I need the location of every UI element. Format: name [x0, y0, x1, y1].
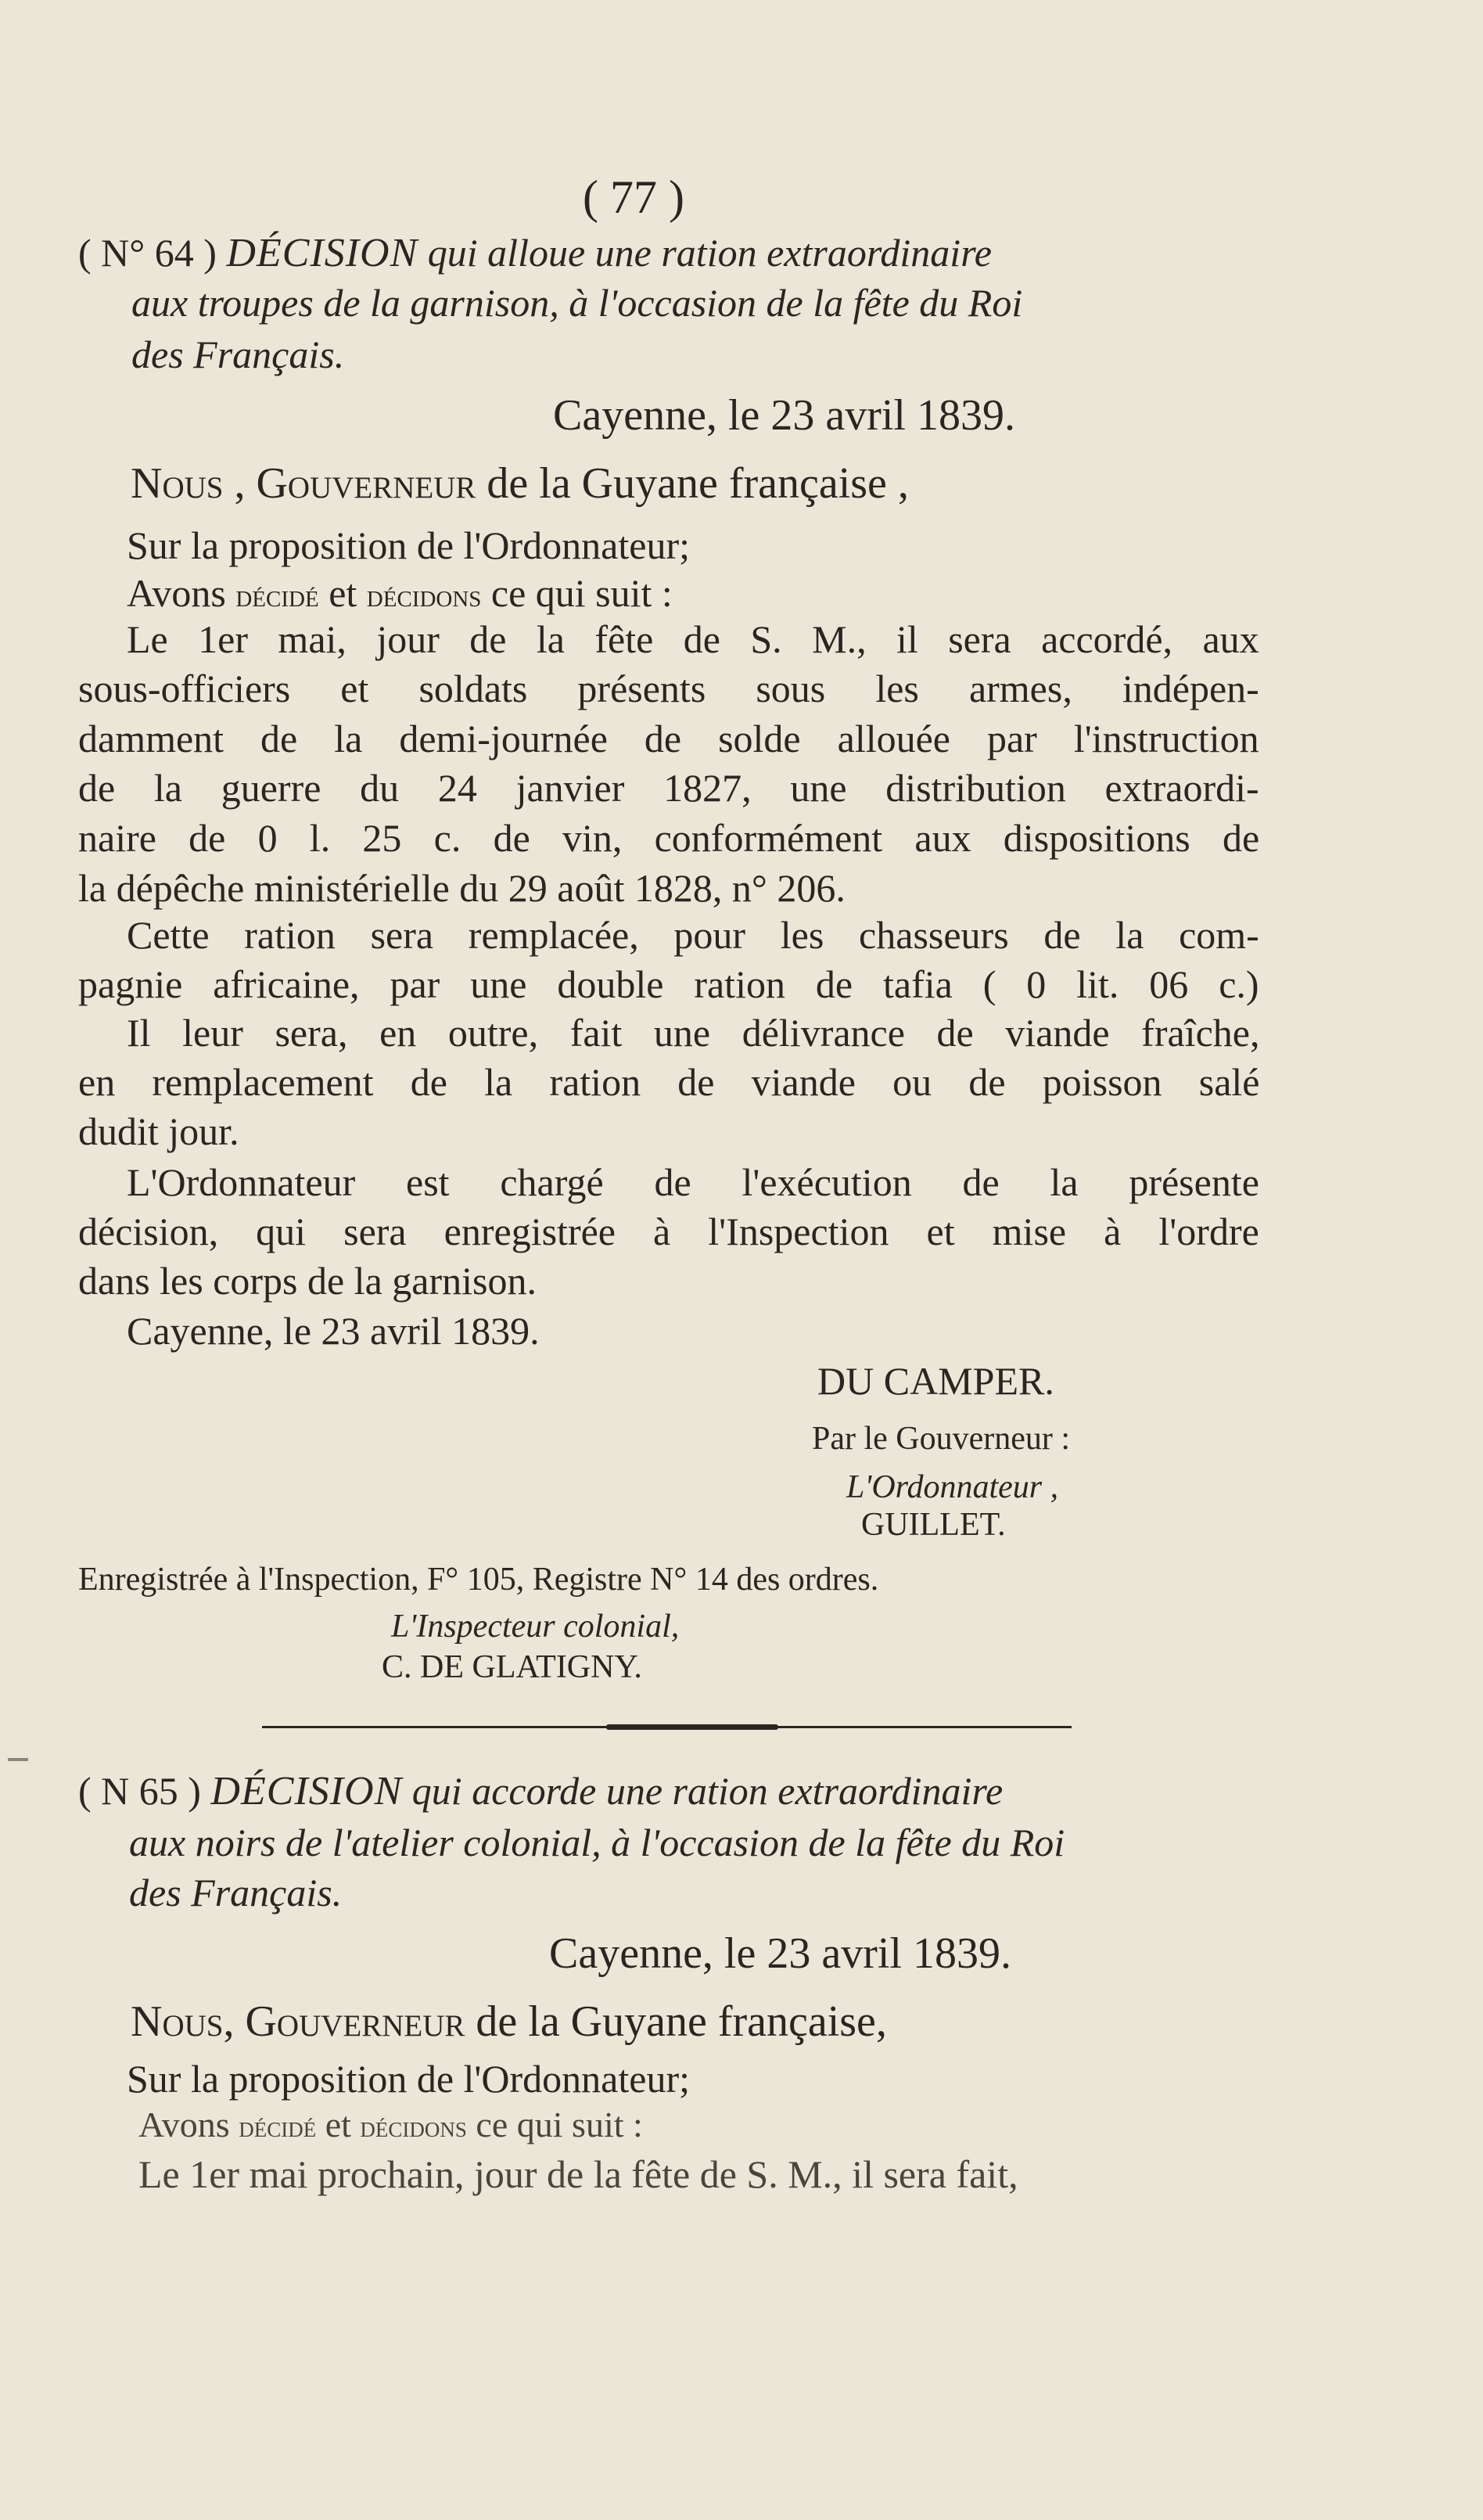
decision-64-body-line-13: décision, qui sera enregistrée à l'Inspection et mise à l'ordre — [78, 1210, 1259, 1253]
paper-speck — [8, 1758, 28, 1761]
decision-64-heading-line-2: aux troupes de la garnison, à l'occasion de la fête du Roi — [131, 281, 1023, 325]
decision-64-proposition: Sur la proposition de l'Ordonnateur; — [127, 523, 690, 567]
decision-64-body-line-5: naire de 0 l. 25 c. de vin, conformément aux dispositions de — [78, 816, 1260, 860]
inspecteur-title: L'Inspecteur colonial, — [391, 1609, 680, 1645]
ce-qui-suit: ce qui suit : — [476, 2105, 643, 2144]
decision-64-date: Cayenne, le 23 avril 1839. — [553, 391, 1015, 440]
decision-64-heading-line-3: des Français. — [131, 333, 345, 376]
decision-64-heading-line-1 — [78, 233, 992, 274]
decision-64-body-line-3: damment de la demi-journée de solde allouée par l'instruction — [78, 717, 1259, 760]
par-le-gouverneur: Par le Gouverneur : — [812, 1421, 1071, 1457]
decision-64-closing-date: Cayenne, le 23 avril 1839. — [127, 1309, 540, 1353]
ordonnateur-title: L'Ordonnateur , — [846, 1469, 1059, 1505]
avons-word: Avons — [138, 2105, 230, 2144]
decision-64-body-line-14: dans les corps de la garnison. — [78, 1259, 537, 1303]
decision-64-body-line-4: de la guerre du 24 janvier 1827, une distribution extraordi- — [78, 766, 1259, 810]
decision-64-nous-line: Nous , Gouverneur de la Guyane française , — [131, 459, 909, 508]
ordonnateur-name: GUILLET. — [861, 1507, 1006, 1543]
decision-64-body-line-1: Le 1er mai, jour de la fête de S. M., il sera accordé, aux — [127, 617, 1259, 661]
decision-64-body-line-12: L'Ordonnateur est chargé de l'exécution de la présente — [127, 1160, 1259, 1204]
avons-word: Avons — [127, 571, 226, 615]
decision-64-body-line-10: en remplacement de la ration de viande ou de poisson salé — [78, 1060, 1260, 1104]
ce-qui-suit: ce qui suit : — [490, 571, 673, 615]
decision-64-body-line-11: dudit jour. — [78, 1109, 239, 1153]
decide-word: décidé — [235, 578, 319, 614]
registration-line: Enregistrée à l'Inspection, F° 105, Registre N° 14 des ordres. — [78, 1562, 879, 1598]
decision-65-heading-line-3: des Français. — [129, 1871, 343, 1914]
page-number: ( 77 ) — [583, 171, 684, 223]
decision-64-title: DÉCISION — [226, 231, 418, 275]
decision-64-body-line-6: la dépêche ministérielle du 29 août 1828, n° 206. — [78, 866, 846, 910]
inspecteur-name: C. DE GLATIGNY. — [382, 1649, 642, 1685]
decision-64-nous-rest: de la Guyane française , — [487, 459, 909, 508]
decision-65-heading-line-2: aux noirs de l'atelier colonial, à l'occasion de la fête du Roi — [129, 1821, 1065, 1864]
et-word: et — [325, 2105, 351, 2144]
decision-64-body-line-9: Il leur sera, en outre, fait une délivrance de viande fraîche, — [127, 1011, 1260, 1055]
decision-65-heading-text-1: qui accorde une ration extraordinaire — [411, 1769, 1004, 1813]
decidons-word: décidons — [366, 578, 482, 614]
decision-64-body-line-8: pagnie africaine, par une double ration de tafia ( 0 lit. 06 c.) — [78, 962, 1259, 1006]
decide-word: décidé — [239, 2111, 317, 2144]
decision-65-gouverneur: Gouverneur — [245, 1997, 465, 2046]
decision-65-nous-rest: de la Guyane française, — [476, 1997, 887, 2046]
decision-65-body-line-1: Le 1er mai prochain, jour de la fête de S. M., il sera fait, — [138, 2152, 1018, 2196]
decision-64-signature: DU CAMPER. — [817, 1359, 1054, 1403]
decision-65-nous: Nous — [131, 1997, 224, 2046]
decision-64-body-line-2: sous-officiers et soldats présents sous les armes, indépen- — [78, 667, 1259, 710]
decision-64-body-line-7: Cette ration sera remplacée, pour les chasseurs de la com- — [127, 913, 1259, 957]
decision-65-date: Cayenne, le 23 avril 1839. — [549, 1929, 1011, 1978]
decision-64-number: ( N° 64 ) — [78, 231, 217, 275]
et-word: et — [329, 571, 357, 615]
decision-64-nous: Nous — [131, 459, 224, 508]
section-divider — [262, 1726, 1072, 1728]
decision-64-heading-text-1: qui alloue une ration extraordinaire — [427, 231, 992, 275]
decision-65-heading-line-1 — [78, 1771, 1003, 1812]
decision-65-proposition: Sur la proposition de l'Ordonnateur; — [127, 2057, 690, 2101]
decision-65-number: ( N 65 ) — [78, 1769, 201, 1813]
decision-65-nous-line: Nous, Gouverneur de la Guyane française, — [131, 1997, 887, 2046]
decidons-word: décidons — [360, 2111, 467, 2144]
decision-65-title: DÉCISION — [210, 1769, 403, 1814]
decision-65-avons-line — [138, 2107, 643, 2143]
decision-64-avons-line — [127, 573, 673, 613]
decision-64-gouverneur: Gouverneur — [256, 459, 476, 508]
